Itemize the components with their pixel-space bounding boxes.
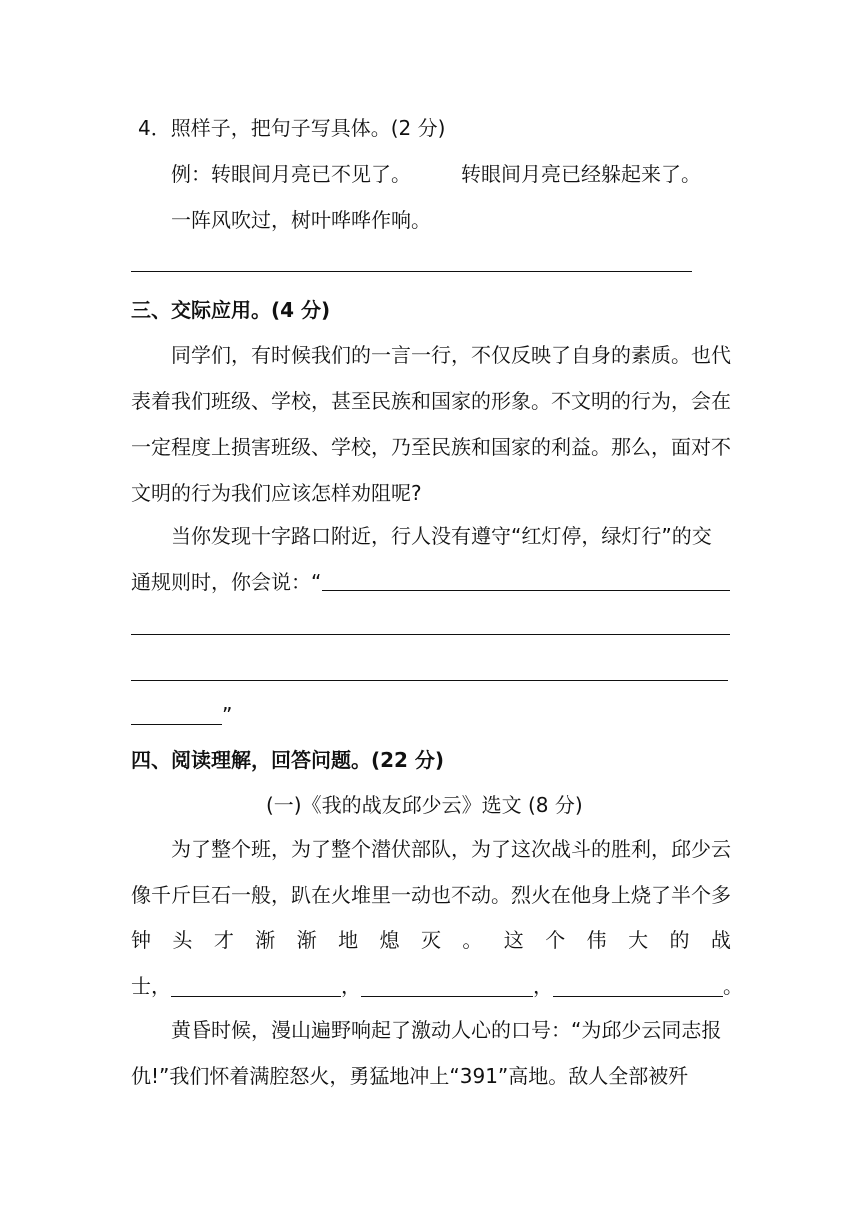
passage-char: 灭 [420, 928, 441, 952]
passage-char: 战 [710, 928, 731, 952]
passage-char: 渐 [296, 928, 317, 952]
passage-line-1: 为了整个班，为了整个潜伏部队，为了这次战斗的胜利，邱少云 [171, 837, 731, 861]
passage-char: 大 [628, 928, 649, 952]
passage-char: 钟 [131, 928, 151, 952]
answer-line-q4[interactable] [131, 271, 692, 272]
example-label: 例： [171, 162, 211, 186]
passage-char: 头 [172, 928, 193, 952]
passage-line-4-prefix: 士， [131, 974, 171, 998]
example-short-sentence: 转眼间月亮已不见了。 [211, 162, 411, 186]
closing-quote: ” [222, 703, 233, 727]
fill-blank-1[interactable] [171, 972, 341, 997]
passage-para2-line2: 仇!”我们怀着满腔怒火，勇猛地冲上“391”高地。敌人全部被歼 [131, 1064, 689, 1088]
section-3-para1-line1: 同学们，有时候我们的一言一行，不仅反映了自身的素质。也代 [171, 343, 731, 367]
section-4-heading: 四、阅读理解，回答问题。(22 分) [131, 748, 445, 772]
question-4-title: 照样子，把句子写具体。(2 分) [170, 116, 446, 140]
passage-char: 。 [462, 928, 483, 952]
fill-blank-2[interactable] [361, 972, 533, 997]
passage-char: 伟 [586, 928, 607, 952]
answer-line-1[interactable] [322, 590, 730, 591]
section-3-para1-line3: 一定程度上损害班级、学校，乃至民族和国家的利益。那么，面对不 [131, 435, 731, 459]
section-3-heading: 三、交际应用。(4 分) [131, 298, 331, 322]
fill-blank-3[interactable] [553, 972, 723, 997]
section-3-prompt: 通规则时，你会说：“ [131, 570, 322, 594]
passage-char: 的 [669, 928, 690, 952]
answer-line-4[interactable] [131, 724, 222, 725]
passage-char: 才 [213, 928, 234, 952]
section-3-para2-line2 [131, 567, 731, 597]
answer-line-2[interactable] [131, 634, 730, 635]
passage-line-3 [131, 925, 731, 955]
passage-char: 地 [338, 928, 359, 952]
reading-passage-subtitle: (一)《我的战友邱少云》选文 (8 分) [266, 793, 583, 817]
passage-char: 这 [503, 928, 524, 952]
blank-separator: ， [341, 974, 361, 998]
passage-line-4-end: 。 [723, 974, 743, 998]
question-4-task-sentence: 一阵风吹过，树叶哗哗作响。 [171, 208, 431, 232]
question-4-example [171, 159, 771, 189]
example-long-sentence: 转眼间月亮已经躲起来了。 [461, 162, 701, 186]
passage-line-4 [131, 971, 743, 1001]
passage-char: 个 [545, 928, 566, 952]
answer-line-3[interactable] [131, 680, 728, 681]
section-3-para2-line1: 当你发现十字路口附近，行人没有遵守“红灯停，绿灯行”的交 [171, 524, 712, 548]
passage-char: 熄 [379, 928, 400, 952]
section-3-para1-line4: 文明的行为我们应该怎样劝阻呢? [131, 481, 422, 505]
question-4-heading [138, 113, 738, 143]
passage-line-2: 像千斤巨石一般，趴在火堆里一动也不动。烈火在他身上烧了半个多 [131, 883, 731, 907]
question-4-number: 4． [138, 116, 171, 140]
passage-para2-line1: 黄昏时候，漫山遍野响起了激动人心的口号：“为邱少云同志报 [171, 1018, 722, 1042]
section-3-para1-line2: 表着我们班级、学校，甚至民族和国家的形象。不文明的行为，会在 [131, 389, 731, 413]
passage-char: 渐 [255, 928, 276, 952]
blank-separator: ， [533, 974, 553, 998]
